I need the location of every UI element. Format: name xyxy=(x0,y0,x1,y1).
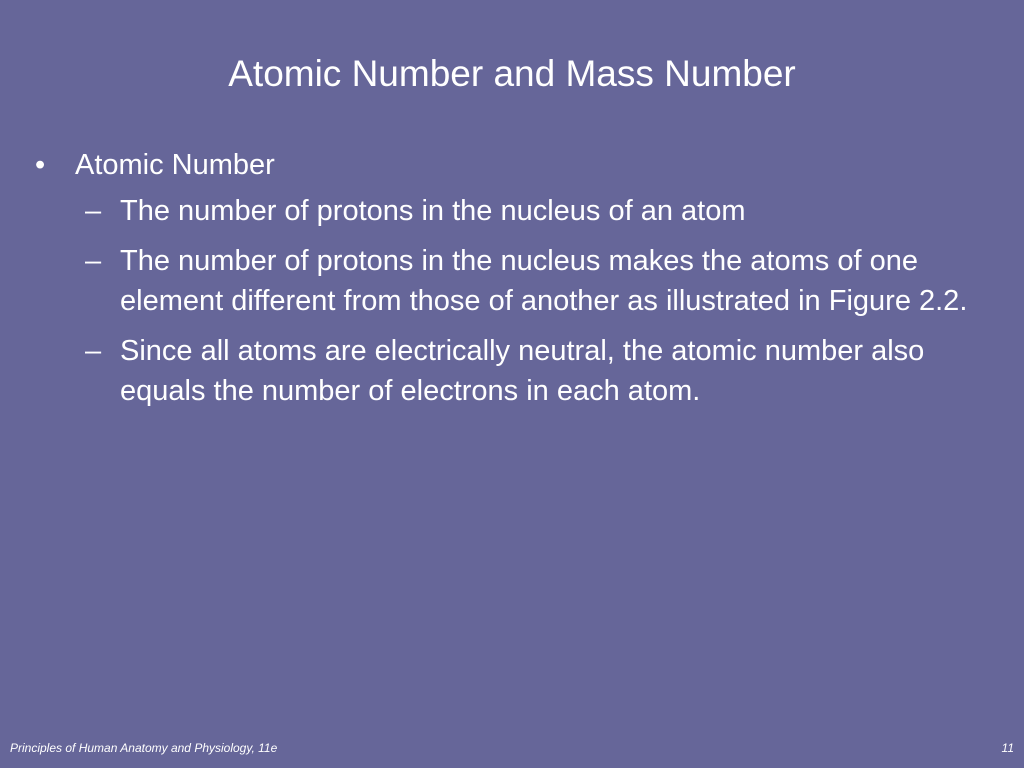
slide-title: Atomic Number and Mass Number xyxy=(228,53,796,94)
bullet-list xyxy=(30,145,980,421)
bullet-marker: • xyxy=(35,149,46,181)
footer-slide-number: 11 xyxy=(1001,741,1014,755)
bullet-item-atomic-number xyxy=(30,145,980,411)
sub-bullet-marker: – xyxy=(85,335,102,367)
sub-bullet-list xyxy=(75,191,980,411)
sub-bullet-text: The number of protons in the nucleus of an atom xyxy=(120,195,746,227)
sub-bullet-text: The number of protons in the nucleus makes the atoms of one element different from those of another as illustrated in Figure 2.2. xyxy=(120,245,968,317)
footer-book-title: Principles of Human Anatomy and Physiology, 11e xyxy=(10,741,278,755)
sub-bullet-item xyxy=(75,331,980,411)
sub-bullet-item xyxy=(75,191,980,231)
bullet-text: Atomic Number xyxy=(75,149,275,181)
sub-bullet-marker: – xyxy=(85,245,102,277)
sub-bullet-text: Since all atoms are electrically neutral, the atomic number also equals the number of electrons in each atom. xyxy=(120,335,925,407)
sub-bullet-marker: – xyxy=(85,195,102,227)
sub-bullet-item xyxy=(75,241,980,321)
